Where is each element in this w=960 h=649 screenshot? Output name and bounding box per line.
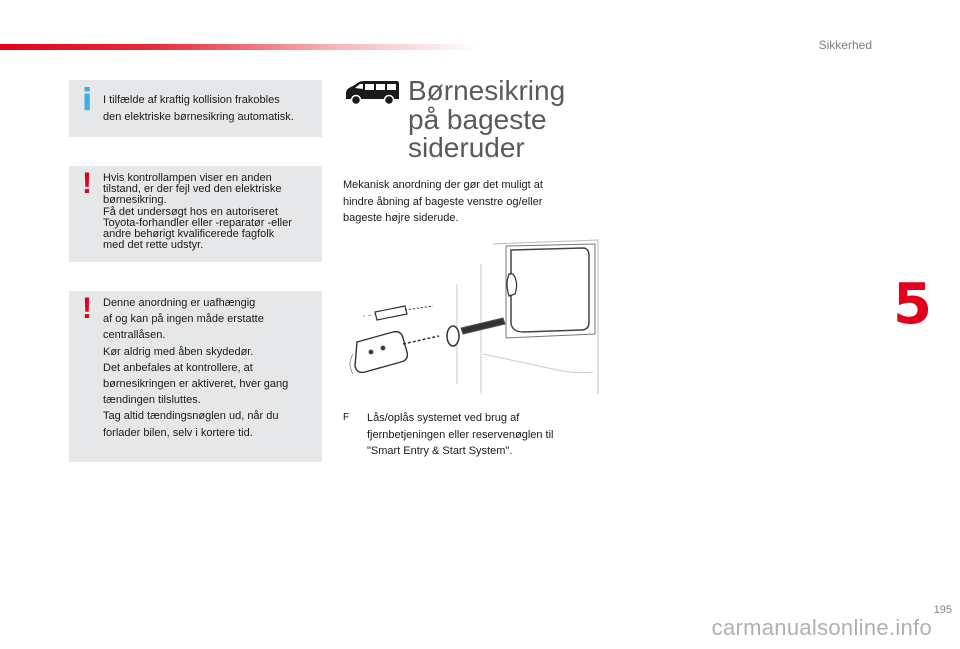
intro-text: Mekanisk anordning der gør det muligt at hindre åbning af bageste venstre og/eller bageste højre siderude.: [343, 179, 543, 224]
info-text: I tilfælde af kraftig kollision frakobles den elektriske børnesikring automatisk.: [103, 94, 294, 123]
child-lock-illustration: [343, 234, 603, 398]
warning-icon: !: [82, 292, 92, 325]
warning-text-2: Denne anordning er uafhængig af og kan på ingen måde erstatte centrallåsen. Kør aldrig med åben skydedør. Det anbefales at kontrollere, at børnesikringen er aktiveret, hver gang tændingen tilsluttes. Tag altid tændingsnøglen ud, når du forlader bilen, selv i kortere tid.: [103, 297, 289, 439]
watermark: carmanualsonline.info: [711, 615, 932, 640]
warning-box-2: [69, 291, 322, 462]
van-icon: [343, 79, 401, 105]
info-box: [69, 80, 322, 137]
warning-box-1: [69, 166, 322, 262]
page-number: 195: [933, 604, 952, 616]
warning-text-1: Hvis kontrollampen viser en anden tilstand, er der fejl ved den elektriske børnesikring. Få det undersøgt hos en autoriseret Toyota-forhandler eller -reparatør -eller andre behørigt kvalificerede fagfolk med det rette udstyr.: [103, 172, 292, 252]
info-icon: i: [82, 83, 93, 118]
warning-icon: !: [82, 167, 92, 200]
chapter-number: 5: [893, 272, 932, 337]
section-title: Sikkerhed: [818, 38, 872, 52]
header-accent-bar: [0, 44, 480, 50]
page-heading: Børnesikring på bageste sideruder: [408, 75, 566, 163]
bullet-text: Lås/oplås systemet ved brug af fjernbetjeningen eller reservenøglen til "Smart Entry & Start System".: [367, 412, 554, 457]
bullet-arrow-icon: F: [343, 412, 350, 423]
